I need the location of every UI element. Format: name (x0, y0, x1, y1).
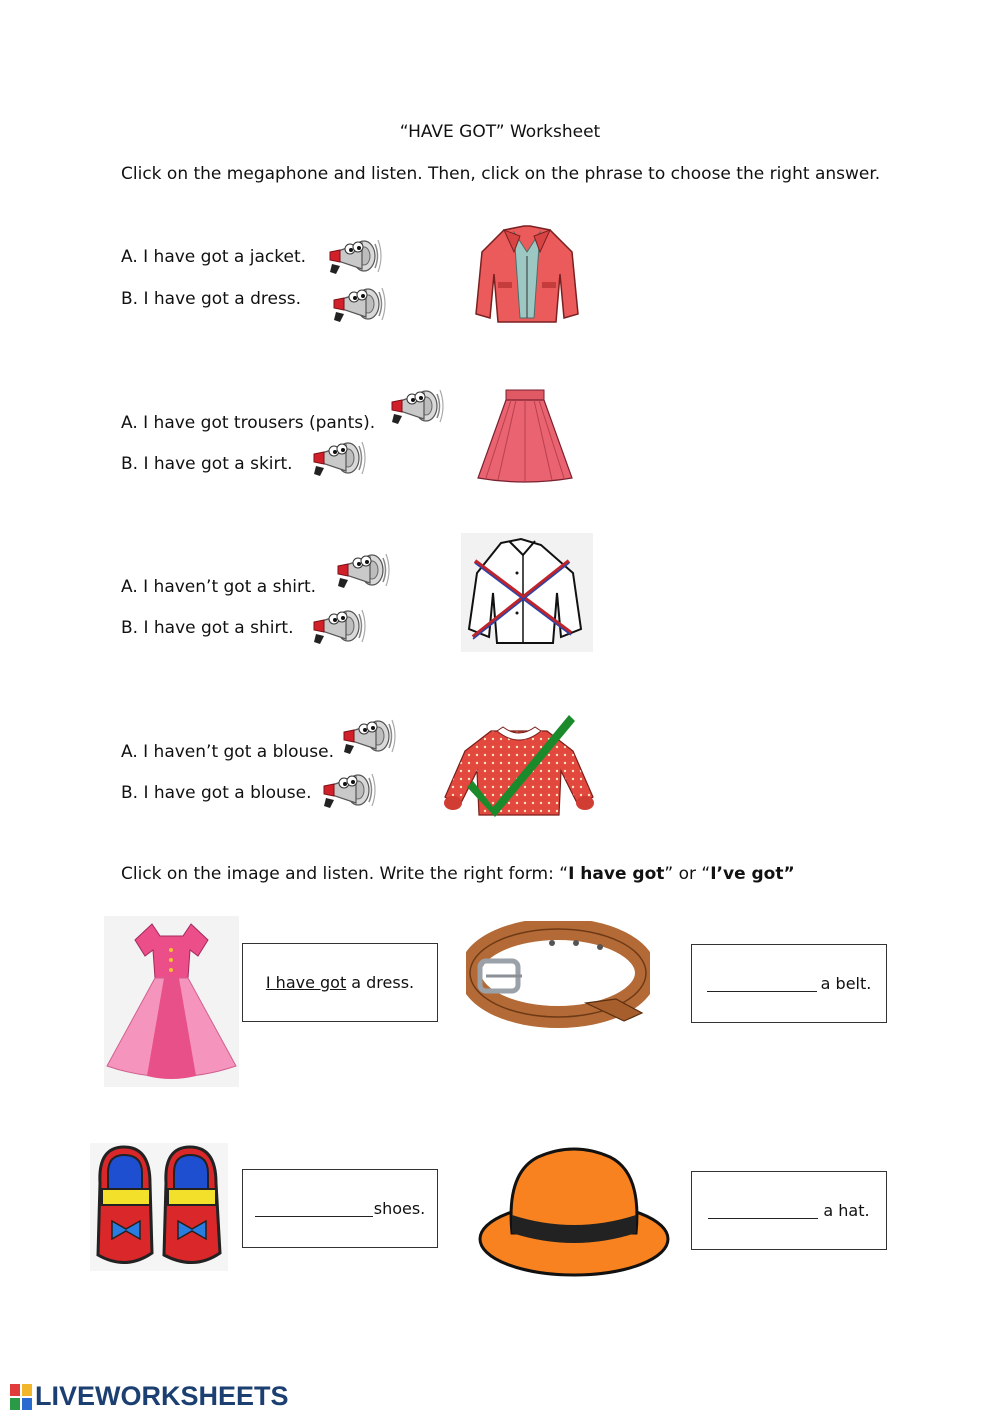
q1-option-b[interactable]: B. I have got a dress. (121, 289, 302, 309)
dress-answer: I have got (265, 973, 347, 992)
belt-answer-blank[interactable] (707, 975, 817, 992)
shoes-answer-blank[interactable] (255, 1200, 373, 1217)
shoes-suffix: shoes. (373, 1199, 426, 1218)
dress-answer-box[interactable] (242, 943, 438, 1022)
q4-option-b-megaphone-icon[interactable] (320, 768, 378, 812)
liveworksheets-brand: LIVEWORKSHEETS (35, 1381, 289, 1411)
instruction-prefix: Click on the image and listen. Write the right form: “ (121, 864, 569, 884)
skirt-picture (476, 388, 574, 484)
belt-answer-box[interactable] (691, 944, 887, 1023)
hat-answer-blank[interactable] (708, 1202, 818, 1219)
instruction-write-form (121, 864, 795, 884)
q3-option-b-megaphone-icon[interactable] (310, 604, 368, 648)
belt-picture[interactable] (466, 921, 650, 1029)
instruction-middle: ” or “ (664, 864, 711, 884)
shoes-picture[interactable] (90, 1143, 228, 1271)
q4-option-a-megaphone-icon[interactable] (340, 714, 398, 758)
hat-answer-box[interactable] (691, 1171, 887, 1250)
belt-suffix: a belt. (820, 974, 872, 993)
instruction-megaphone: Click on the megaphone and listen. Then, click on the phrase to choose the right answer. (121, 164, 881, 184)
dress-picture[interactable] (104, 916, 239, 1087)
q4-option-b[interactable]: B. I have got a blouse. (121, 783, 312, 803)
shirt-crossed-picture (461, 533, 593, 652)
instruction-form2: I’ve got” (710, 864, 795, 884)
dress-suffix: a dress. (351, 973, 415, 992)
q2-option-a-megaphone-icon[interactable] (388, 384, 446, 428)
q4-option-a[interactable]: A. I haven’t got a blouse. (121, 742, 335, 762)
blouse-checked-picture (441, 711, 597, 819)
q2-option-b[interactable]: B. I have got a skirt. (121, 454, 293, 474)
instruction-form1: I have got (568, 864, 665, 884)
q2-option-b-megaphone-icon[interactable] (310, 436, 368, 480)
q1-option-b-megaphone-icon[interactable] (330, 282, 388, 326)
liveworksheets-logo (10, 1381, 289, 1412)
liveworksheets-logo-icon (10, 1384, 32, 1410)
q3-option-b[interactable]: B. I have got a shirt. (121, 618, 294, 638)
worksheet-title: “HAVE GOT” Worksheet (399, 122, 601, 142)
q1-option-a-megaphone-icon[interactable] (326, 234, 384, 278)
q1-option-a[interactable]: A. I have got a jacket. (121, 247, 307, 267)
q3-option-a-megaphone-icon[interactable] (334, 548, 392, 592)
hat-suffix: a hat. (823, 1201, 870, 1220)
jacket-picture (474, 222, 580, 330)
hat-picture[interactable] (476, 1143, 672, 1279)
q2-option-a[interactable]: A. I have got trousers (pants). (121, 413, 376, 433)
shoes-answer-box[interactable] (242, 1169, 438, 1248)
q3-option-a[interactable]: A. I haven’t got a shirt. (121, 577, 317, 597)
